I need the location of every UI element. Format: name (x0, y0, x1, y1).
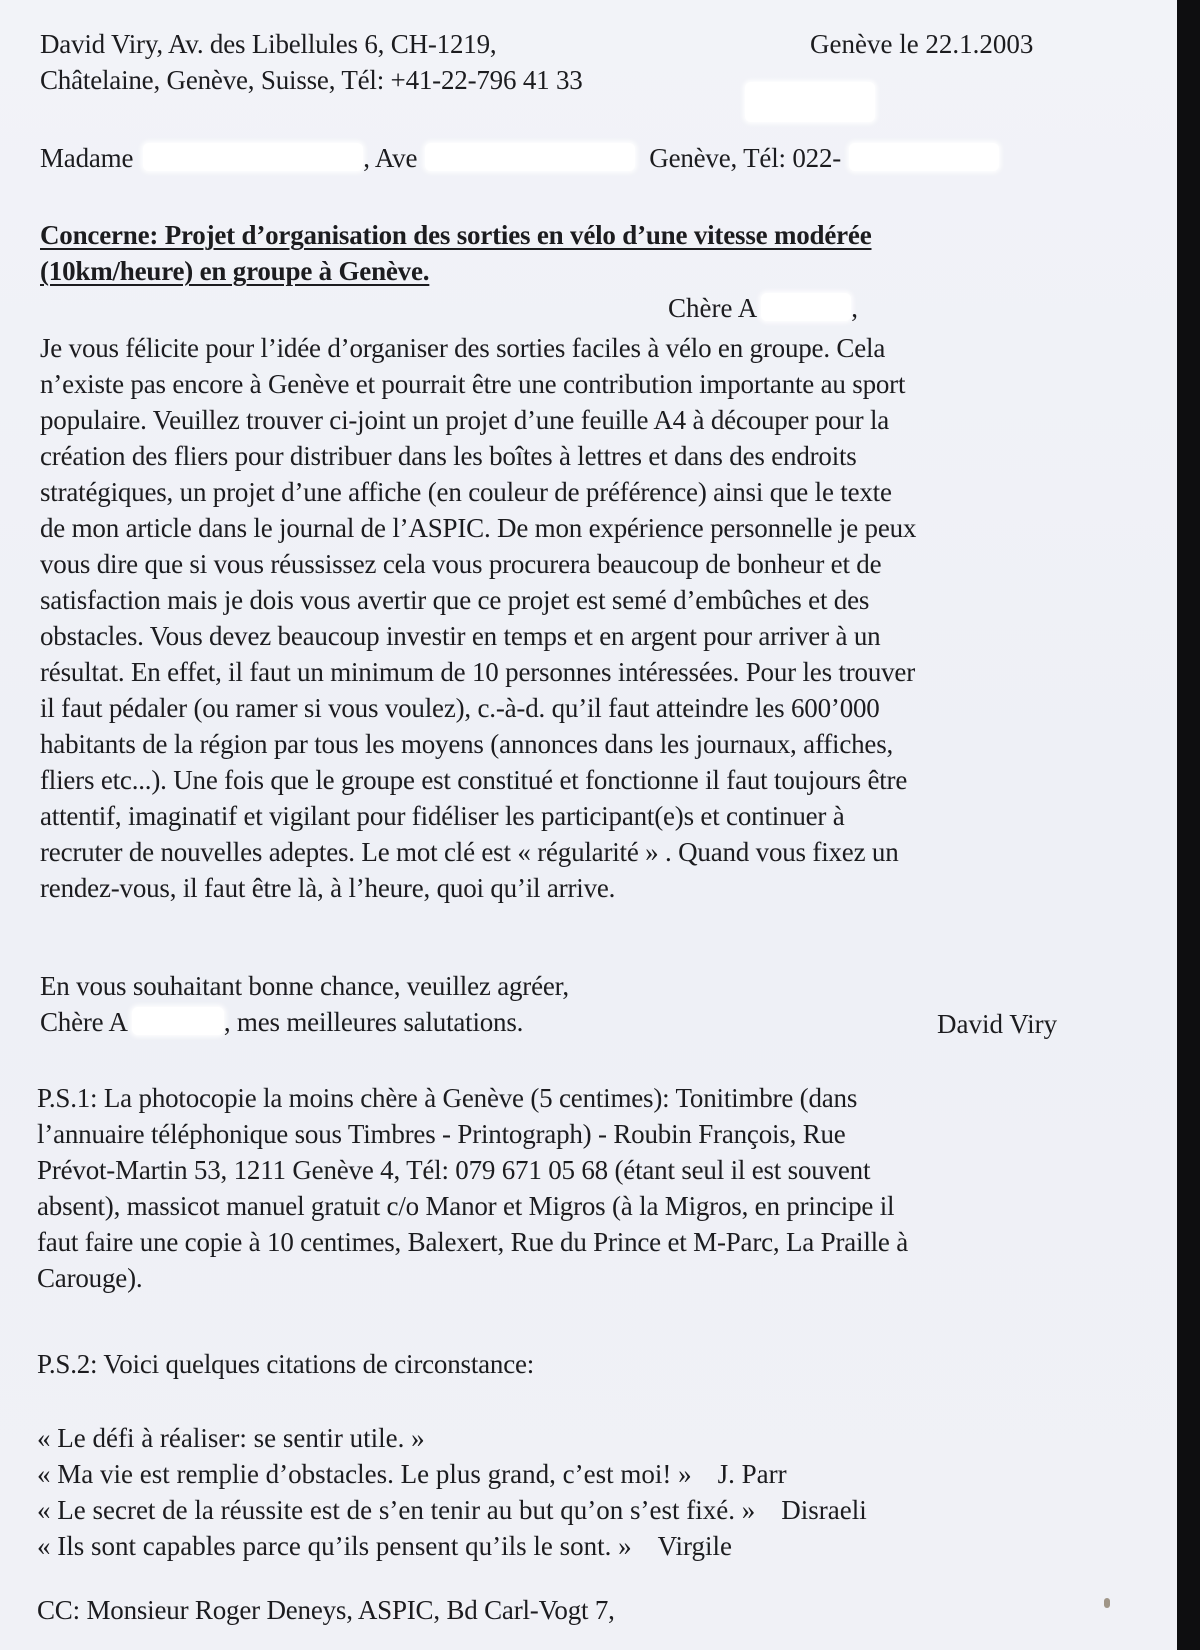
quote-text: « Ils sont capables parce qu’ils pensent qu’ils le sont. » (37, 1531, 632, 1561)
cc-line: CC: Monsieur Roger Deneys, ASPIC, Bd Carl-Vogt 7, (37, 1595, 615, 1625)
quote-author: Virgile (657, 1531, 732, 1561)
body-line: résultat. En effet, il faut un minimum de 10 personnes intéressées. Pour les trouver (40, 657, 915, 687)
sender-address-line-2: Châtelaine, Genève, Suisse, Tél: +41-22-796 41 33 (40, 65, 583, 95)
ps1-line: P.S.1: La photocopie la moins chère à Genève (5 centimes): Tonitimbre (dans (37, 1083, 858, 1113)
body-line: recruter de nouvelles adeptes. Le mot clé est « régularité » . Quand vous fixez un (40, 837, 899, 867)
recipient-line (40, 140, 999, 176)
body-line: Je vous félicite pour l’idée d’organiser des sorties faciles à vélo en groupe. Cela (40, 333, 886, 363)
subject-line-2: (10km/heure) en groupe à Genève. (40, 256, 430, 286)
ps1-line: absent), massicot manuel gratuit c/o Manor et Migros (à la Migros, en principe il (37, 1191, 895, 1221)
postscript-2-intro: P.S.2: Voici quelques citations de circonstance: (37, 1349, 535, 1379)
postscript-1 (37, 1080, 908, 1296)
body-line: attentif, imaginatif et vigilant pour fidéliser les participant(e)s et continuer à (40, 801, 845, 831)
body-line: vous dire que si vous réussissez cela vous procurera beaucoup de bonheur et de (40, 549, 882, 579)
scan-smudge (1104, 1598, 1110, 1608)
redacted-first-name-closing (132, 1007, 224, 1035)
quote-item (37, 1456, 867, 1492)
ps1-line: Prévot-Martin 53, 1211 Genève 4, Tél: 079 671 05 68 (étant seul il est souvent (37, 1155, 871, 1185)
closing-line-2 (40, 1004, 523, 1040)
body-line: n’existe pas encore à Genève et pourrait être une contribution importante au sport (40, 369, 906, 399)
closing-prefix: Chère A (40, 1007, 128, 1037)
closing-line-1: En vous souhaitant bonne chance, veuillez agréer, (40, 971, 569, 1001)
redacted-first-name (761, 293, 851, 321)
quote-text: « Ma vie est remplie d’obstacles. Le plus grand, c’est moi! » (37, 1459, 692, 1489)
quote-item (37, 1528, 867, 1564)
body-line: satisfaction mais je dois vous avertir que ce projet est semé d’embûches et des (40, 585, 870, 615)
body-line: habitants de la région par tous les moyens (annonces dans les journaux, affiches, (40, 729, 894, 759)
body-line: création des fliers pour distribuer dans les boîtes à lettres et dans des endroits (40, 441, 857, 471)
scanner-edge (1177, 0, 1200, 1650)
redacted-recipient-phone (849, 143, 999, 171)
signature-name: David Viry (937, 1009, 1058, 1039)
body-line: de mon article dans le journal de l’ASPIC. De mon expérience personnelle je peux (40, 513, 917, 543)
ps1-line: l’annuaire téléphonique sous Timbres - Printograph) - Roubin François, Rue (37, 1119, 846, 1149)
redacted-recipient-name (143, 143, 363, 171)
recipient-city-phone: Genève, Tél: 022- (649, 143, 842, 173)
body-line: obstacles. Vous devez beaucoup investir en temps et en argent pour arriver à un (40, 621, 881, 651)
body-line: fliers etc...). Une fois que le groupe est constitué et fonctionne il faut toujours être (40, 765, 908, 795)
place-date: Genève le 22.1.2003 (810, 29, 1034, 59)
closing-suffix: , mes meilleures salutations. (223, 1007, 524, 1037)
recipient-title: Madame (40, 143, 134, 173)
redacted-recipient-street (425, 143, 635, 171)
quote-author: J. Parr (717, 1459, 787, 1489)
recipient-street-prefix: , Ave (363, 143, 418, 173)
quotes-list (37, 1420, 867, 1564)
sender-address-line-1: David Viry, Av. des Libellules 6, CH-1219, (40, 29, 497, 59)
body-line: populaire. Veuillez trouver ci-joint un projet d’une feuille A4 à découper pour la (40, 405, 890, 435)
body-line: rendez-vous, il faut être là, à l’heure, quoi qu’il arrive. (40, 873, 616, 903)
body-line: stratégiques, un projet d’une affiche (en couleur de préférence) ainsi que le texte (40, 477, 892, 507)
ps1-line: faut faire une copie à 10 centimes, Balexert, Rue du Prince et M-Parc, La Praille à (37, 1227, 909, 1257)
redaction-mark (745, 82, 875, 122)
quote-item (37, 1420, 867, 1456)
quote-text: « Le secret de la réussite est de s’en tenir au but qu’on s’est fixé. » (37, 1495, 756, 1525)
subject-line-1: Concerne: Projet d’organisation des sorties en vélo d’une vitesse modérée (40, 220, 872, 250)
salutation-suffix: , (851, 293, 858, 323)
salutation (668, 290, 858, 326)
quote-item (37, 1492, 867, 1528)
ps1-line: Carouge). (37, 1263, 143, 1293)
body-line: il faut pédaler (ou ramer si vous voulez), c.-à-d. qu’il faut atteindre les 600’000 (40, 693, 880, 723)
quote-text: « Le défi à réaliser: se sentir utile. » (37, 1423, 425, 1453)
salutation-prefix: Chère A (668, 293, 758, 323)
quote-author: Disraeli (781, 1495, 867, 1525)
letter-body (40, 330, 1160, 906)
